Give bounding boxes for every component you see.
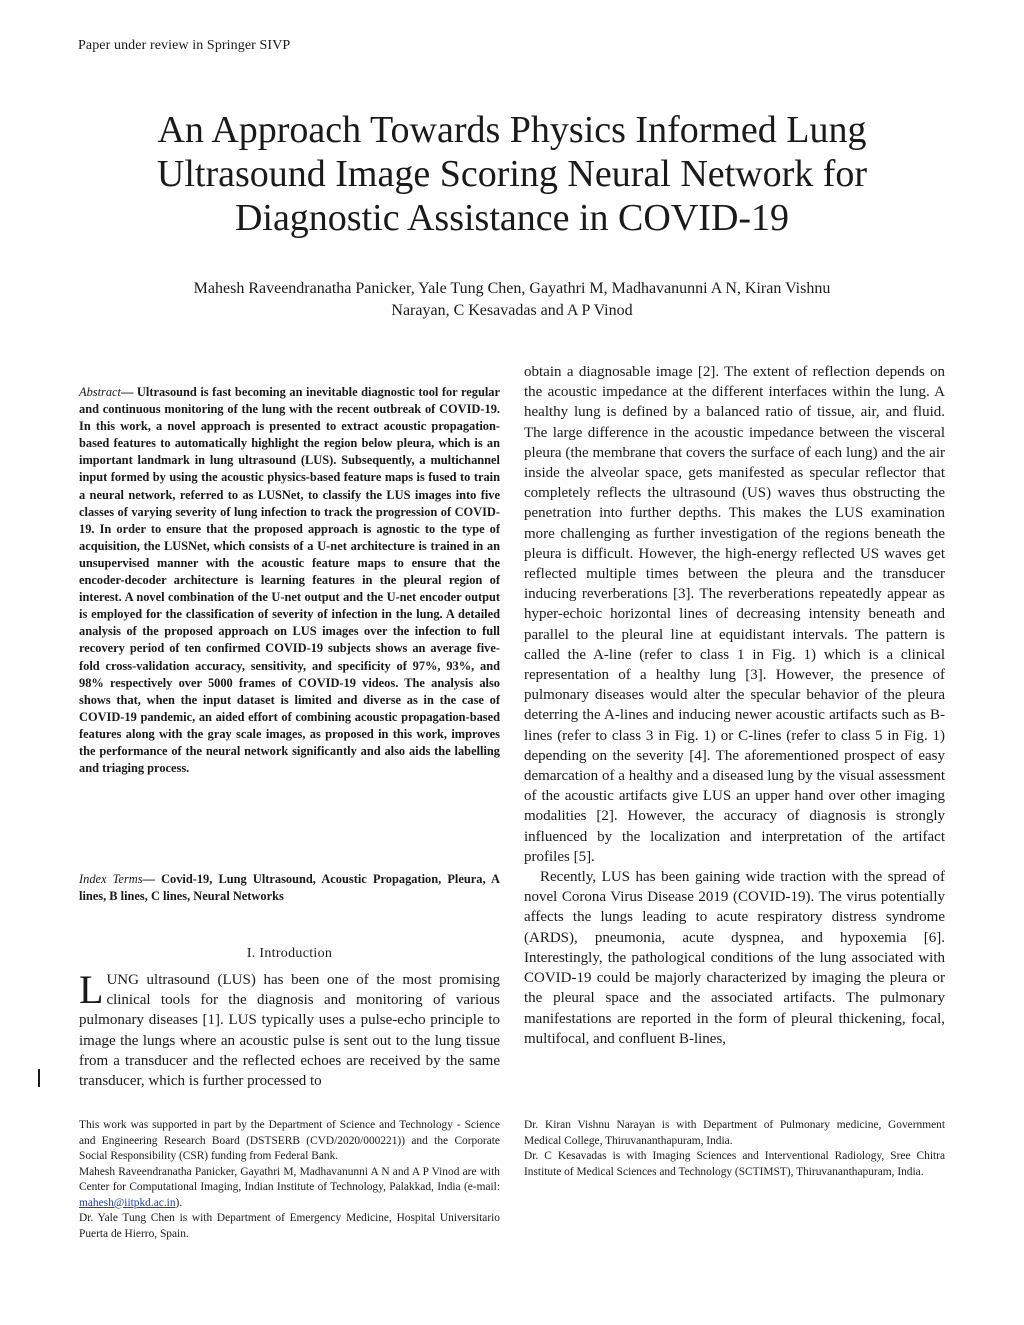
footnotes-right <box>524 1118 945 1180</box>
author-line: Mahesh Raveendranatha Panicker, Yale Tung Chen, Gayathri M, Madhavanunni A N, Kiran Vishnu <box>193 280 831 297</box>
title-line: An Approach Towards Physics Informed Lung <box>157 109 867 151</box>
title-line: Ultrasound Image Scoring Neural Network for <box>156 153 868 195</box>
introduction-text: UNG ultrasound (LUS) has been one of the most promising clinical tools for the diagnosis and monitoring of various pulmonary diseases [1]. LUS typically uses a pulse-echo principle to image the lungs where an acoustic pulse is sent out to the lung tissue from a transducer and the reflected echoes are received by the same transducer, which is further processed to <box>79 972 500 1090</box>
drop-cap: L <box>79 967 104 1012</box>
abstract-dash: — <box>121 385 134 399</box>
body-paragraph: obtain a diagnosable image [2]. The extent of reflection depends on the acoustic impedance at the different interfaces within the lung. A healthy lung is defined by a balanced ratio of tissue, air, and fluid. The large difference in the acoustic impedance between the visceral pleura (the membrane that covers the surface of each lung) and the air inside the alveolar space, gets manifested as specular reflector that completely reflects the ultrasound (US) waves thus obstructing the penetration into further depths. This makes the LUS examination more challenging as further investigation of the regions beneath the pleura is difficult. However, the high-energy reflected US waves get reflected multiple times between the pleura and the transducer inducing reverberations [3]. The reverberations repeatedly appear as hyper-echoic horizontal lines of decreasing intensity beneath and parallel to the pleural line at equidistant intervals. The pattern is called the A-line (refer to class 1 in Fig. 1) which is a clinical representation of a healthy lung [3]. However, the presence of pulmonary diseases would alter the specular behavior of the pleura deterring the A-lines and inducing newer acoustic artifacts such as B-lines (refer to class 3 in Fig. 1) or C-lines (refer to class 5 in Fig. 1) depending on the severity [4]. The aforementioned prospect of easy demarcation of a healthy and a diseased lung by the visual assessment of the acoustic artifacts give LUS an upper hand over other imaging modalities [2]. However, the accuracy of diagnosis is strongly influenced by the localization and interpretation of the artifact profiles [5]. <box>524 364 945 865</box>
footnote-affiliation: Dr. Kiran Vishnu Narayan is with Department of Pulmonary medicine, Government Medical College, Thiruvananthapuram, India. <box>524 1119 945 1147</box>
abstract-text: Ultrasound is fast becoming an inevitable diagnostic tool for regular and continuous monitoring of the lung with the recent outbreak of COVID-19. In this work, a novel approach is presented to extract acoustic propagation-based features to automatically highlight the region below pleura, which is an important landmark in lung ultrasound (LUS). Subsequently, a multichannel input formed by using the acoustic physics-based feature maps is fused to train a neural network, referred to as LUSNet, to classify the LUS images into five classes of varying severity of lung infection to track the progression of COVID-19. In order to ensure that the proposed approach is agnostic to the type of acquisition, the LUSNet, which consists of a U-net architecture is trained in an unsupervised manner with the acoustic feature maps to ensure that the encoder-decoder architecture is learning features in the pleural region of interest. A novel combination of the U-net output and the U-net encoder output is employed for the classification of severity of infection in the lung. A detailed analysis of the proposed approach on LUS images over the infection to full recovery period of ten confirmed COVID-19 subjects shows an average five-fold cross-validation accuracy, sensitivity, and specificity of 97%, 93%, and 98% respectively over 5000 frames of COVID-19 videos. The analysis also shows that, when the input dataset is limited and diverse as in the case of COVID-19 pandemic, an aided effort of combining acoustic propagation-based features along with the gray scale images, as proposed in this work, improves the performance of the neural network significantly and also aids the labelling and triaging process. <box>79 385 500 776</box>
footnotes-left <box>79 1118 500 1242</box>
footnote-affiliation: Dr. Yale Tung Chen is with Department of Emergency Medicine, Hospital Universitario Puerta de Hierro, Spain. <box>79 1212 500 1240</box>
introduction-right <box>524 362 945 1049</box>
review-note: Paper under review in Springer SIVP <box>78 38 291 53</box>
footnote-funding: This work was supported in part by the Department of Science and Technology - Science and Engineering Research Board (DSTSERB (CVD/2020/000221)) and the Corporate Social Responsibility (CSR) funding from Federal Bank. <box>79 1119 500 1162</box>
abstract <box>79 384 500 777</box>
introduction-left <box>79 967 500 1091</box>
paper-title <box>0 108 1024 240</box>
body-paragraph: Recently, LUS has been gaining wide traction with the spread of novel Corona Virus Disease 2019 (COVID-19). The virus potentially affects the lungs leading to acute respiratory distress syndrome (ARDS), pneumonia, acute dyspnea, and hypoxemia [6]. Interestingly, the pathological conditions of the lung associated with COVID-19 could be majorly characterized by imaging the pleura or the pleural space and the associated artifacts. The pulmonary manifestations are reported in the form of pleural thickening, focal, multifocal, and confluent B-lines, <box>524 869 945 1047</box>
index-terms <box>79 871 500 905</box>
author-line: Narayan, C Kesavadas and A P Vinod <box>391 302 633 319</box>
affiliation-text: ). <box>175 1196 183 1209</box>
index-terms-dash: — <box>142 872 155 886</box>
change-bar <box>38 1069 40 1087</box>
affiliation-text: Mahesh Raveendranatha Panicker, Gayathri M, Madhavanunni A N and A P Vinod are with Center for Computational Imaging, Indian Institute of Technology, Palakkad, India (e-mail: <box>79 1165 500 1193</box>
index-terms-label: Index Terms <box>79 872 143 886</box>
abstract-label: Abstract <box>79 385 121 399</box>
email-link[interactable]: mahesh@iitpkd.ac.in <box>79 1196 176 1209</box>
author-list <box>120 278 904 322</box>
index-terms-text: Covid-19, Lung Ultrasound, Acoustic Propagation, Pleura, A lines, B lines, C lines, Neural Networks <box>79 872 500 904</box>
section-heading-introduction: I. Introduction <box>246 946 333 961</box>
footnote-affiliation: Dr. C Kesavadas is with Imaging Sciences and Interventional Radiology, Sree Chitra Institute of Medical Sciences and Technology (SCTIMST), Thiruvananthapuram, India. <box>524 1150 945 1178</box>
title-line: Diagnostic Assistance in COVID-19 <box>234 197 790 239</box>
footnote-affiliation <box>79 1165 500 1212</box>
